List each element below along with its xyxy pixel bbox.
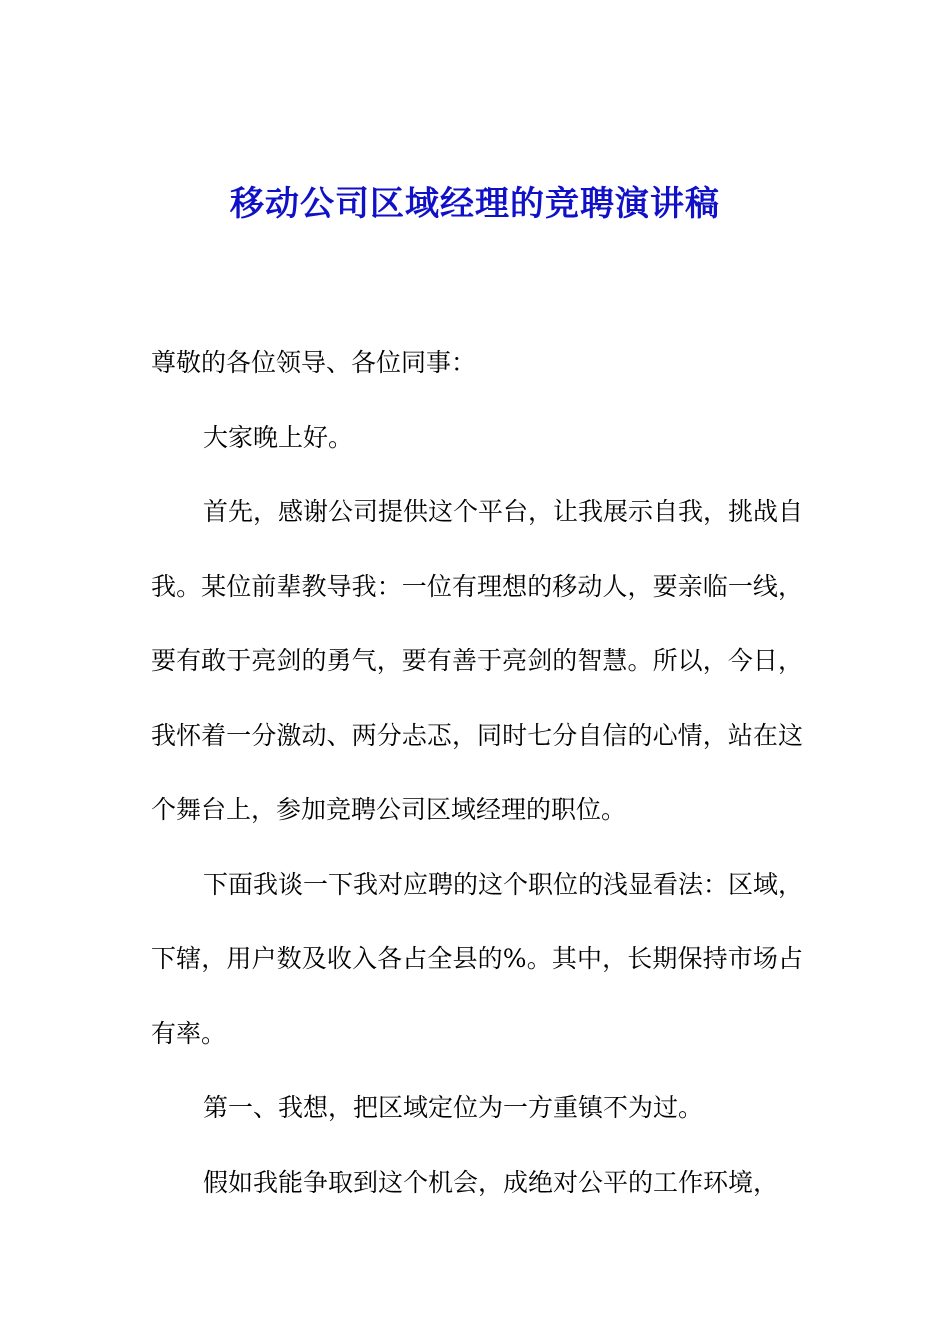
paragraph-position-view: 下面我谈一下我对应聘的这个职位的浅显看法：区域，下辖，用户数及收入各占全县的%。其中，长期保持市场占有率。: [151, 869, 804, 1048]
paragraph-thanks: 首先，感谢公司提供这个平台，让我展示自我，挑战自我。某位前辈教导我：一位有理想的移动人，要亲临一线，要有敢于亮剑的勇气，要有善于亮剑的智慧。所以，今日，我怀着一分激动、两分忐忑，同时七分自信的心情，站在这个舞台上，参加竞聘公司区域经理的职位。: [151, 497, 804, 824]
paragraph-first-point: 第一、我想，把区域定位为一方重镇不为过。: [203, 1093, 704, 1122]
salutation: 尊敬的各位领导、各位同事：: [151, 348, 477, 377]
document-body: [151, 326, 803, 1220]
paragraph-if-chance: 假如我能争取到这个机会，成绝对公平的工作环境，: [203, 1167, 779, 1197]
document-title: 移动公司区域经理的竞聘演讲稿: [230, 184, 720, 224]
paragraph-greeting: 大家晚上好。: [203, 422, 354, 452]
